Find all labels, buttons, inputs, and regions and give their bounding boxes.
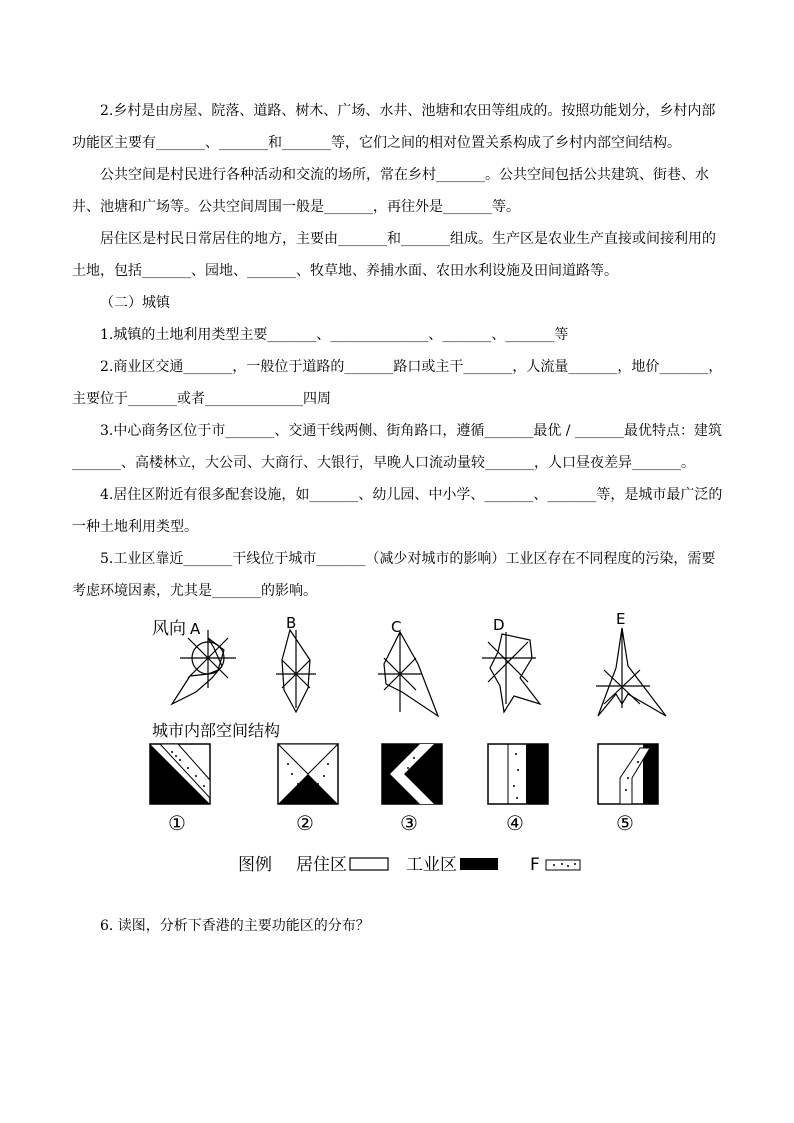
rose-letter-a: A xyxy=(190,620,201,638)
paragraph-cbd: 3.中心商务区位于市_______、交通干线两侧、街角路口，遵循_______最优 / _______最优特点：建筑_______、高楼林立，大公司、大商行、大银行，早晚人口流动量较_______，人口昼夜差异_______。 xyxy=(72,423,722,471)
wind-rose-city-structure-figure xyxy=(138,608,678,878)
wind-rose-d xyxy=(482,632,540,712)
legend-residential-label: 居住区 xyxy=(296,855,347,875)
wind-rose-c xyxy=(378,632,438,716)
figure-legend xyxy=(238,855,580,875)
wind-direction-label: 风向 xyxy=(152,619,186,639)
rose-letter-d: D xyxy=(493,616,505,634)
structure-number-5: ⑤ xyxy=(616,811,634,835)
rose-letter-b: B xyxy=(286,614,297,632)
paragraph-residential-production: 居住区是村民日常居住的地方，主要由_______和_______组成。生产区是农业生产直接或间接利用的土地，包括_______、园地、_______、牧草地、养捕水面、农田水利设施及田间道路等。 xyxy=(72,231,716,279)
paragraph-public-space: 公共空间是村民进行各种活动和交流的场所，常在乡村_______。公共空间包括公共建筑、街巷、水井、池塘和广场等。公共空间周围一般是_______，再往外是_______等。 xyxy=(72,167,709,215)
paragraph-town-land-use: 1.城镇的土地利用类型主要_______、______________、_______、_______等 xyxy=(100,327,569,343)
wind-rose-a xyxy=(172,630,236,704)
section-heading-towns: （二）城镇 xyxy=(100,295,170,311)
city-structure-label: 城市内部空间结构 xyxy=(152,721,281,740)
city-structure-2 xyxy=(278,744,338,804)
paragraph-commercial-zone: 2.商业区交通_______，一般位于道路的_______路口或主干_______，人流量_______，地价_______，主要位于_______或者______________四周 xyxy=(72,359,723,407)
structure-number-3: ③ xyxy=(400,811,418,835)
paragraph-residential-zone: 4.居住区附近有很多配套设施，如_______、幼儿园、中小学、_______、_______等，是城市最广泛的一种土地利用类型。 xyxy=(72,487,723,535)
wind-rose-b xyxy=(276,630,316,712)
rose-letter-c: C xyxy=(391,618,402,636)
question-6: 6. 读图，分析下香港的主要功能区的分布？ xyxy=(100,918,370,934)
wind-rose-e xyxy=(596,628,666,716)
structure-number-1: ① xyxy=(168,811,186,835)
legend-f-label: F xyxy=(530,855,540,875)
legend-f-swatch xyxy=(546,860,580,870)
structure-number-4: ④ xyxy=(506,811,524,835)
rose-letter-e: E xyxy=(616,610,626,628)
legend-industrial-swatch xyxy=(460,858,498,870)
paragraph-industrial-zone: 5.工业区靠近_______干线位于城市_______（减少对城市的影响）工业区存在不同程度的污染，需要考虑环境因素，尤其是_______的影响。 xyxy=(72,551,716,599)
legend-residential-swatch xyxy=(350,858,388,870)
structure-number-2: ② xyxy=(296,811,314,835)
city-structure-4 xyxy=(488,744,548,804)
legend-title: 图例 xyxy=(238,855,272,875)
paragraph-rural-function-areas: 2.乡村是由房屋、院落、道路、树木、广场、水井、池塘和农田等组成的。按照功能划分，乡村内部功能区主要有_______、_______和_______等，它们之间的相对位置关系构成了乡村内部空间结构。 xyxy=(72,103,716,151)
city-structure-5 xyxy=(598,744,658,804)
city-structure-3 xyxy=(382,744,442,804)
city-structure-1 xyxy=(150,744,210,804)
legend-industrial-label: 工业区 xyxy=(406,855,457,875)
